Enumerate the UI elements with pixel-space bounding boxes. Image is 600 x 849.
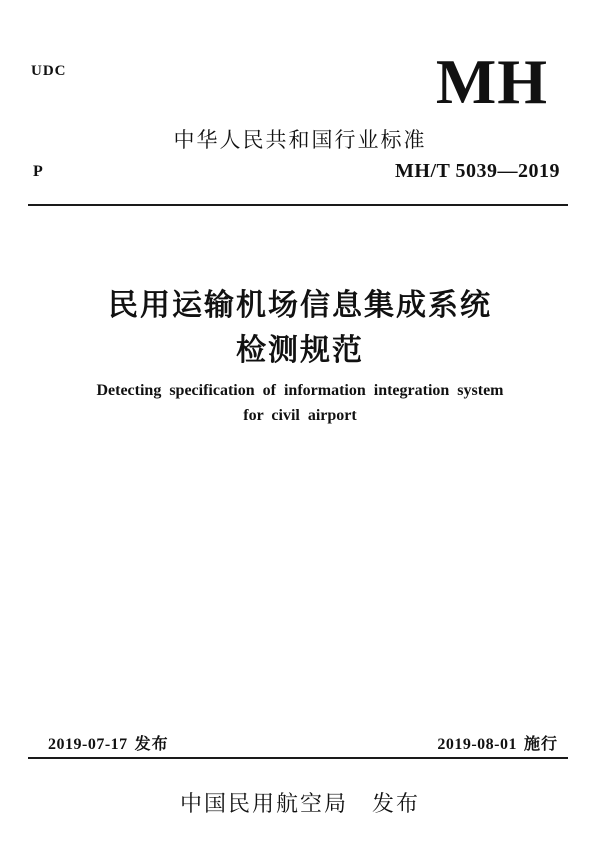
publisher-line: 中国民用航空局 发布 (179, 791, 420, 816)
issue-date-label: 发布 (134, 736, 169, 753)
standard-number: MH/T 5039—2019 (395, 160, 560, 182)
mh-standard-logo: MH (435, 46, 548, 117)
implementation-date (437, 731, 558, 754)
classification-code: P (33, 163, 43, 180)
document-title-zh-line1: 民用运输机场信息集成系统 (108, 289, 492, 322)
standard-category-heading: 中华人民共和国行业标准 (173, 129, 427, 152)
footer-divider-line (28, 757, 568, 759)
document-title-zh-line2: 检测规范 (236, 334, 364, 367)
date-row (48, 731, 558, 754)
issue-date-value: 2019-07-17 (48, 736, 128, 753)
document-title-en-line2: for civil airport (243, 407, 357, 424)
document-title-zh (0, 283, 600, 373)
implementation-date-value: 2019-08-01 (437, 736, 517, 753)
header-divider-line (28, 204, 568, 206)
document-title-en-line1: Detecting specification of information integration system (96, 382, 504, 399)
issue-date (48, 731, 169, 754)
document-title-en (0, 378, 600, 428)
udc-label: UDC (31, 63, 67, 79)
implementation-date-label: 施行 (523, 736, 558, 753)
